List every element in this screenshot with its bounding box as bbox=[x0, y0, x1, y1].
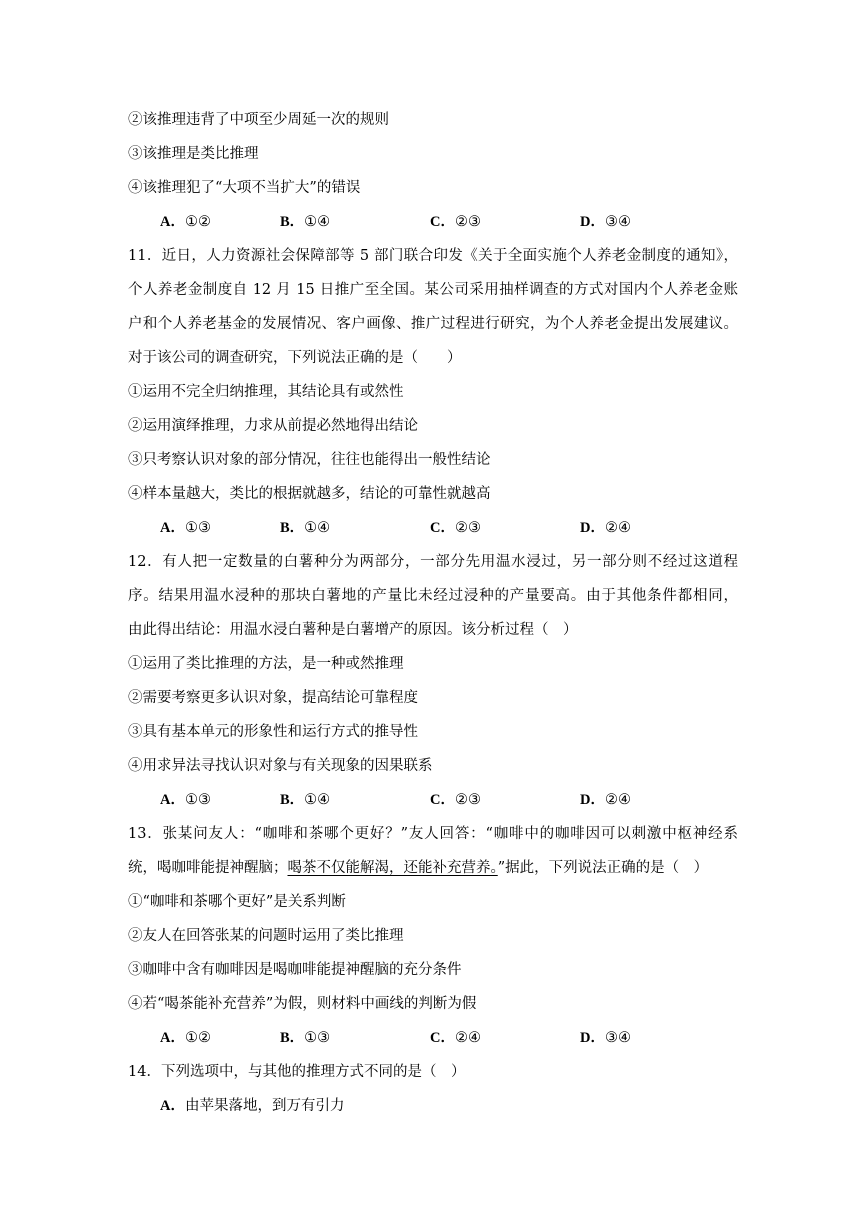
q13-statement-3: ③咖啡中含有咖啡因是喝咖啡能提神醒脑的充分条件 bbox=[128, 962, 462, 978]
q11-statement-2: ②运用演绎推理，力求从前提必然地得出结论 bbox=[128, 418, 418, 434]
q11-statement-1: ①运用不完全归纳推理，其结论具有或然性 bbox=[128, 384, 404, 400]
q11-stem-line-4: 对于该公司的调查研究，下列说法正确的是（ ） bbox=[128, 350, 462, 366]
q10-options bbox=[160, 212, 760, 232]
q13-statement-2: ②友人在回答张某的问题时运用了类比推理 bbox=[128, 928, 404, 944]
q13-option-a: A．①② bbox=[160, 1030, 211, 1046]
q13-stem-line-2-pre: 统，喝咖啡能提神醒脑； bbox=[128, 860, 288, 876]
q10-statement-2: ②该推理违背了中项至少周延一次的规则 bbox=[128, 112, 389, 128]
q11-stem-line-3: 户和个人养老基金的发展情况、客户画像、推广过程进行研究，为个人养老金提出发展建议。 bbox=[128, 316, 738, 332]
q14-option-a: A．由苹果落地，到万有引力 bbox=[160, 1098, 345, 1114]
q12-option-d: D．②④ bbox=[580, 792, 631, 808]
q11-stem-line-1: 11．近日，人力资源社会保障部等 5 部门联合印发《关于全面实施个人养老金制度的通知》， bbox=[128, 248, 738, 264]
q10-statement-3: ③该推理是类比推理 bbox=[128, 146, 259, 162]
q14-options bbox=[160, 1096, 760, 1116]
q11-option-b: B．①④ bbox=[280, 520, 331, 536]
q13-statement-1: ①“咖啡和茶哪个更好”是关系判断 bbox=[128, 894, 346, 910]
q13-option-c: C．②④ bbox=[430, 1030, 481, 1046]
q12-statement-1: ①运用了类比推理的方法，是一种或然推理 bbox=[128, 656, 404, 672]
q10-option-d: D．③④ bbox=[580, 214, 631, 230]
q13-statement-4: ④若“喝茶能补充营养”为假，则材料中画线的判断为假 bbox=[128, 996, 477, 1012]
q12-statement-2: ②需要考察更多认识对象，提高结论可靠程度 bbox=[128, 690, 418, 706]
q12-options bbox=[160, 790, 760, 810]
q12-statement-4: ④用求异法寻找认识对象与有关现象的因果联系 bbox=[128, 758, 433, 774]
q12-stem-line-1: 12．有人把一定数量的白薯种分为两部分，一部分先用温水浸过，另一部分则不经过这道程 bbox=[128, 554, 738, 570]
q13-options bbox=[160, 1028, 760, 1048]
q12-option-b: B．①④ bbox=[280, 792, 331, 808]
q13-underlined-judgment: 喝茶不仅能解渴，还能补充营养。 bbox=[287, 860, 498, 876]
q13-stem-line-2 bbox=[128, 858, 738, 878]
q12-statement-3: ③具有基本单元的形象性和运行方式的推导性 bbox=[128, 724, 418, 740]
q12-stem-line-2: 序。结果用温水浸种的那块白薯地的产量比未经过浸种的产量要高。由于其他条件都相同， bbox=[128, 588, 738, 604]
q11-option-c: C．②③ bbox=[430, 520, 481, 536]
q13-option-d: D．③④ bbox=[580, 1030, 631, 1046]
q11-options bbox=[160, 518, 760, 538]
q13-option-b: B．①③ bbox=[280, 1030, 331, 1046]
q13-stem-line-1: 13．张某问友人：“咖啡和茶哪个更好？”友人回答：“咖啡中的咖啡因可以刺激中枢神经系 bbox=[128, 826, 738, 842]
q10-option-b: B．①④ bbox=[280, 214, 331, 230]
q11-statement-3: ③只考察认识对象的部分情况，往往也能得出一般性结论 bbox=[128, 452, 491, 468]
q10-statement-4: ④该推理犯了“大项不当扩大”的错误 bbox=[128, 180, 361, 196]
q11-statement-4: ④样本量越大，类比的根据就越多，结论的可靠性就越高 bbox=[128, 486, 491, 502]
q11-stem-line-2: 个人养老金制度自 12 月 15 日推广至全国。某公司采用抽样调查的方式对国内个人养老金账 bbox=[128, 282, 738, 298]
q14-stem: 14．下列选项中，与其他的推理方式不同的是（ ） bbox=[128, 1064, 466, 1080]
q13-stem-line-2-post: ”据此，下列说法正确的是（ ） bbox=[497, 860, 709, 876]
q11-option-d: D．②④ bbox=[580, 520, 631, 536]
q11-option-a: A．①③ bbox=[160, 520, 211, 536]
q10-option-c: C．②③ bbox=[430, 214, 481, 230]
q12-stem-line-3: 由此得出结论：用温水浸白薯种是白薯增产的原因。该分析过程（ ） bbox=[128, 622, 578, 638]
q12-option-a: A．①③ bbox=[160, 792, 211, 808]
q12-option-c: C．②③ bbox=[430, 792, 481, 808]
q10-option-a: A．①② bbox=[160, 214, 211, 230]
